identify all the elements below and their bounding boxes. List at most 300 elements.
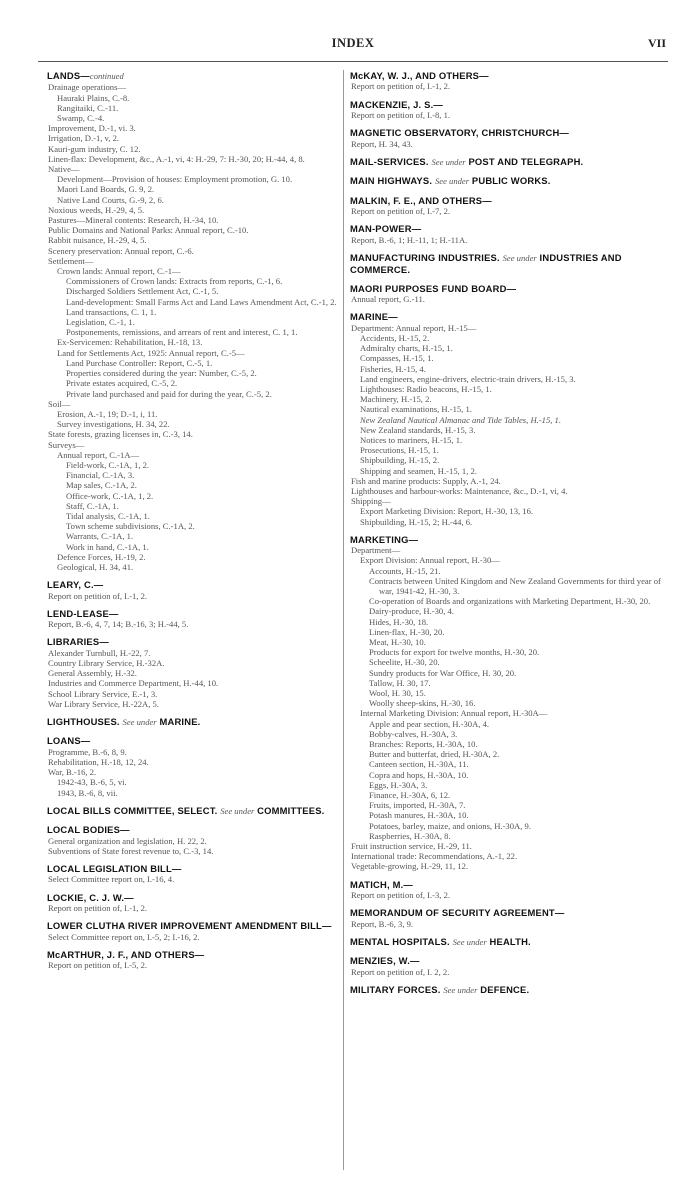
index-entry [350, 955, 668, 977]
subentry-text: Branches: Reports, H.-30A, 10. [369, 739, 478, 750]
entry-heading [350, 195, 668, 206]
subentry-text: Native Land Courts, G.-9, 2, 6. [57, 194, 164, 205]
index-subentry [47, 552, 337, 562]
subentry-text: Postponements, remissions, and arrears of rent and interest, C. 1, 1. [66, 327, 298, 338]
index-subentry [47, 215, 337, 225]
subentry-text: Legislation, C.-1, 1. [66, 317, 135, 328]
subentry-text: Geological, H. 34, 41. [57, 561, 134, 572]
subentry-text: Butter and butterfat, dried, H.-30A, 2. [369, 749, 500, 760]
subentry-text: Dairy-produce, H.-30, 4. [369, 606, 454, 617]
index-entry [47, 579, 337, 601]
see-under-label: See under [431, 156, 466, 167]
subentry-text: Irrigation, D.-1, v, 2. [48, 133, 120, 144]
index-subentry [47, 174, 337, 184]
index-subentry [350, 476, 668, 486]
index-subentry [47, 429, 337, 439]
subentry-text: New Zealand Nautical Almanac and Tide Tables, H.-15, 1. [360, 414, 562, 425]
subentry-text: Improvement, D.-1, vi. 3. [48, 123, 136, 134]
subentry-text: Machinery, H.-15, 2. [360, 394, 432, 405]
subentry-text: Report on petition of, I.-5, 2. [48, 960, 148, 971]
entry-heading [47, 824, 337, 835]
index-subentry [350, 617, 668, 627]
entry-heading [350, 311, 668, 322]
subentry-text: Products for export for twelve months, H.-30, 20. [369, 647, 540, 658]
index-subentry [47, 235, 337, 245]
entry-heading-text: MANUFACTURING INDUSTRIES. [350, 251, 500, 263]
index-subentry [47, 491, 337, 501]
index-subentry [47, 531, 337, 541]
index-subentry [47, 960, 337, 970]
index-subentry [350, 810, 668, 820]
subentry-text: Rabbit nuisance, H.-29, 4, 5. [48, 235, 147, 246]
index-subentry [47, 419, 337, 429]
index-subentry [47, 757, 337, 767]
subentry-text: Erosion, A.-1, 19; D.-1, i, 11. [57, 408, 158, 419]
see-under-label: See under [502, 252, 537, 263]
index-subentry [350, 688, 668, 698]
cross-reference: INDUSTRIES AND COMMERCE. [350, 251, 622, 276]
index-subentry [47, 767, 337, 777]
entry-heading-text: LIGHTHOUSES. [47, 716, 120, 727]
index-subentry [350, 517, 668, 527]
index-subentry [350, 566, 668, 576]
see-under-label: See under [443, 984, 478, 995]
index-subentry [47, 256, 337, 266]
subentry-text: Woolly sheep-skins, H.-30, 16. [369, 698, 476, 709]
index-subentry [47, 358, 337, 368]
subentry-text: Linen-flax, H.-30, 20. [369, 626, 445, 637]
index-entry [350, 127, 668, 149]
entry-heading [350, 955, 668, 966]
index-entry [47, 863, 337, 885]
entry-heading-text: MENTAL HOSPITALS. [350, 935, 450, 947]
index-subentry [350, 749, 668, 759]
subentry-text: Subventions of State forest revenue to, C.-3, 14. [48, 845, 214, 856]
index-subentry [350, 343, 668, 353]
see-under-label: See under [452, 936, 487, 947]
subentry-text: Annual report, C.-1A— [57, 449, 140, 460]
index-subentry [350, 627, 668, 637]
entry-heading-text: McARTHUR, J. F., AND OTHERS— [47, 948, 205, 960]
subentry-text: Accounts, H.-15, 21. [369, 565, 441, 576]
index-subentry [350, 294, 668, 304]
subentry-text: State forests, grazing licenses in, C.-3, 14. [48, 429, 193, 440]
index-subentry [350, 606, 668, 616]
subentry-text: Surveys— [48, 439, 85, 450]
entry-heading [47, 920, 337, 931]
subentry-text: Office-work, C.-1A, 1, 2. [66, 490, 154, 501]
subentry-text: 1943, B.-6, 8, vii. [57, 787, 118, 798]
subentry-text: Financial, C.-1A, 3. [66, 470, 135, 481]
index-subentry [47, 327, 337, 337]
index-subentry [350, 841, 668, 851]
entry-heading [47, 608, 337, 619]
index-subentry [350, 890, 668, 900]
index-subentry [47, 648, 337, 658]
subentry-text: General organization and legislation, H. 22, 2. [48, 835, 207, 846]
index-subentry [47, 501, 337, 511]
index-subentry [350, 415, 668, 425]
index-entry [350, 283, 668, 305]
subentry-text: Shipping— [351, 496, 391, 507]
entry-heading-text: MENZIES, W.— [350, 955, 420, 967]
index-subentry [350, 445, 668, 455]
subentry-text: Land Purchase Controller: Report, C.-5, 1. [66, 357, 213, 368]
subentry-text: Export Marketing Division: Report, H.-30, 13, 16. [360, 506, 534, 517]
index-subentry [47, 932, 337, 942]
subentry-text: Nautical examinations, H.-15, 1. [360, 404, 472, 415]
index-subentry [47, 225, 337, 235]
index-subentry [47, 658, 337, 668]
entry-heading-text: LOCAL BILLS COMMITTEE, SELECT. [47, 804, 218, 816]
index-subentry [350, 545, 668, 555]
subentry-text: Annual report, G.-11. [351, 294, 425, 305]
continued-label: continued [89, 71, 124, 81]
index-subentry [350, 576, 668, 596]
entry-heading-text: LOANS— [47, 735, 91, 747]
subentry-text: Select Committee report on, I.-5, 2; I.-16, 2. [48, 931, 200, 942]
index-subentry [350, 81, 668, 91]
subentry-text: Land for Settlements Act, 1925: Annual report, C.-5— [57, 347, 245, 358]
index-subentry [47, 123, 337, 133]
entry-heading-text: LOCKIE, C. J. W.— [47, 891, 134, 903]
index-entry [47, 608, 337, 630]
entry-heading-text: MEMORANDUM OF SECURITY AGREEMENT— [350, 907, 565, 919]
index-subentry [47, 154, 337, 164]
index-subentry [350, 206, 668, 216]
subentry-text: Department— [351, 545, 401, 556]
index-entry [350, 984, 668, 996]
entry-heading [350, 283, 668, 294]
entry-heading [350, 984, 668, 996]
index-subentry [350, 851, 668, 861]
index-subentry [47, 348, 337, 358]
entry-heading-text: LIBRARIES— [47, 636, 109, 648]
index-subentry [47, 93, 337, 103]
index-subentry [47, 307, 337, 317]
subentry-text: Land transactions, C. 1, 1. [66, 306, 157, 317]
cross-reference: DEFENCE. [480, 983, 530, 995]
index-subentry [47, 511, 337, 521]
index-subentry [350, 333, 668, 343]
subentry-text: Vegetable-growing, H.-29, 11, 12. [351, 861, 469, 872]
index-subentry [47, 164, 337, 174]
cross-reference: POST AND TELEGRAPH. [468, 155, 584, 167]
subentry-text: Linen-flax: Development, &c., A.-1, vi, 4: H.-29, 7: H.-30, 20; H.-44, 4, 8. [48, 153, 305, 164]
entry-heading [350, 879, 668, 890]
index-entry [350, 99, 668, 121]
index-subentry [350, 466, 668, 476]
entry-heading [350, 127, 668, 138]
subentry-text: Hides, H.-30, 18. [369, 616, 429, 627]
index-subentry [350, 506, 668, 516]
subentry-text: Export Division: Annual report, H.-30— [360, 555, 500, 566]
entry-heading-text: MAIN HIGHWAYS. [350, 175, 433, 187]
entry-heading [47, 70, 337, 82]
subentry-text: Copra and hops, H.-30A, 10. [369, 769, 469, 780]
index-subentry [350, 323, 668, 333]
entry-heading-text: MAN-POWER— [350, 223, 422, 235]
subentry-text: Co-operation of Boards and organizations with Marketing Department, H.-30, 20. [369, 596, 651, 607]
entry-heading [47, 805, 337, 817]
entry-heading [47, 579, 337, 590]
entry-heading [47, 636, 337, 647]
index-subentry [47, 113, 337, 123]
entry-heading [350, 534, 668, 545]
index-subentry [350, 425, 668, 435]
index-subentry [350, 759, 668, 769]
page-number: VII [647, 36, 666, 50]
index-subentry [47, 389, 337, 399]
subentry-text: Potatoes, barley, maize, and onions, H.-30A, 9. [369, 820, 531, 831]
subentry-text: Discharged Soldiers Settlement Act, C.-1, 5. [66, 286, 219, 297]
subentry-text: Accidents, H.-15, 2. [360, 332, 430, 343]
subentry-text: Eggs, H.-30A, 3. [369, 779, 428, 790]
index-subentry [350, 235, 668, 245]
subentry-text: Country Library Service, H.-32A. [48, 657, 165, 668]
subentry-text: Fruit instruction service, H.-29, 11. [351, 841, 472, 852]
subentry-text: Tidal analysis, C.-1A, 1. [66, 510, 150, 521]
subentry-text: Programme, B.-6, 8, 9. [48, 746, 127, 757]
subentry-text: Report, B.-6, 1; H.-11, 1; H.-11A. [351, 234, 468, 245]
subentry-text: Scenery preservation: Annual report, C.-6. [48, 245, 194, 256]
index-subentry [47, 678, 337, 688]
entry-heading-text: MACKENZIE, J. S.— [350, 98, 443, 110]
subentry-text: Meat, H.-30, 10. [369, 636, 426, 647]
index-entry [47, 735, 337, 797]
right-column [350, 70, 668, 1003]
subentry-text: Select Committee report on, I.-16, 4. [48, 874, 175, 885]
index-subentry [350, 384, 668, 394]
subentry-text: Shipbuilding, H.-15, 2. [360, 455, 440, 466]
index-subentry [47, 450, 337, 460]
entry-heading-text: LOCAL BODIES— [47, 824, 130, 836]
subentry-text: Sundry products for War Office, H. 30, 20. [369, 667, 517, 678]
see-under-label: See under [220, 805, 255, 816]
subentry-text: Shipbuilding, H.-15, 2; H.-44, 6. [360, 516, 473, 527]
subentry-text: Tallow, H. 30, 17. [369, 677, 431, 688]
index-subentry [47, 297, 337, 307]
see-under-label: See under [434, 176, 470, 187]
index-subentry [47, 521, 337, 531]
entry-heading-text: MARKETING— [350, 533, 419, 545]
entry-heading [350, 156, 668, 168]
subentry-text: Shipping and seamen, H.-15, 1, 2. [360, 465, 477, 476]
subentry-text: Report on petition of, I.-1, 2. [351, 81, 451, 92]
page-header [40, 36, 666, 60]
entry-heading [350, 936, 668, 948]
subentry-text: Land engineers, engine-drivers, electric-train drivers, H.-15, 3. [360, 373, 576, 384]
entry-heading-text: LOCAL LEGISLATION BILL— [47, 863, 182, 875]
subentry-text: General Assembly, H.-32. [48, 668, 137, 679]
subentry-text: War Library Service, H.-22A, 5. [48, 698, 159, 709]
index-subentry [47, 562, 337, 572]
subentry-text: Apple and pear section, H.-30A, 4. [369, 718, 490, 729]
index-subentry [350, 770, 668, 780]
subentry-text: Private estates acquired, C.-5, 2. [66, 378, 178, 389]
cross-reference: COMMITTEES. [257, 804, 325, 816]
index-subentry [350, 831, 668, 841]
subentry-text: Canteen section, H.-30A, 11. [369, 759, 469, 770]
subentry-text: Hauraki Plains, C.-8. [57, 92, 130, 103]
subentry-text: Rangitaiki, C.-11. [57, 102, 119, 113]
index-entry [47, 824, 337, 856]
subentry-text: Fish and marine products: Supply, A.-1, 24. [351, 475, 501, 486]
subentry-text: Maori Land Boards, G. 9, 2. [57, 184, 155, 195]
subentry-text: Report on petition of, I. 2, 2. [351, 966, 450, 977]
index-subentry [350, 374, 668, 384]
subentry-text: Notices to mariners, H.-15, 1. [360, 434, 463, 445]
index-entry [47, 949, 337, 971]
entry-heading-text: MAIL-SERVICES. [350, 155, 429, 167]
index-subentry [47, 591, 337, 601]
index-subentry [47, 133, 337, 143]
index-subentry [47, 286, 337, 296]
index-entry [350, 252, 668, 276]
index-entry [47, 805, 337, 817]
subentry-text: Lighthouses: Radio beacons, H.-15, 1. [360, 383, 492, 394]
subentry-text: Crown lands: Annual report, C.-1— [57, 266, 181, 277]
index-subentry [350, 353, 668, 363]
entry-heading-text: MAORI PURPOSES FUND BOARD— [350, 282, 517, 294]
index-entry [350, 195, 668, 217]
index-subentry [350, 800, 668, 810]
index-subentry [47, 205, 337, 215]
entry-heading-text: McKAY, W. J., AND OTHERS— [350, 70, 489, 81]
subentry-text: Kauri-gum industry, C. 12. [48, 143, 141, 154]
index-subentry [350, 708, 668, 718]
index-subentry [350, 821, 668, 831]
subentry-text: Scheelite, H.-30, 20. [369, 657, 440, 668]
subentry-text: Drainage operations— [48, 82, 127, 93]
index-entry [350, 175, 668, 187]
index-subentry [47, 195, 337, 205]
entry-heading-text: LEND-LEASE— [47, 607, 119, 619]
subentry-text: Department: Annual report, H.-15— [351, 322, 477, 333]
index-entry [47, 920, 337, 942]
index-entry [47, 636, 337, 709]
index-entry [350, 907, 668, 929]
index-subentry [47, 378, 337, 388]
index-subentry [350, 364, 668, 374]
index-entry [350, 534, 668, 872]
index-subentry [47, 542, 337, 552]
index-subentry [350, 404, 668, 414]
entry-heading [350, 175, 668, 187]
index-subentry [47, 747, 337, 757]
subentry-text: Report on petition of, I.-7, 2. [351, 206, 451, 217]
index-subentry [350, 647, 668, 657]
subentry-text: Report, B.-6, 3, 9. [351, 918, 414, 929]
subentry-text: School Library Service, E.-1, 3. [48, 688, 158, 699]
index-subentry [47, 788, 337, 798]
subentry-text: Lighthouses and harbour-works: Maintenance, &c., D.-1, vi, 4. [351, 485, 568, 496]
index-subentry [47, 184, 337, 194]
index-subentry [350, 486, 668, 496]
subentry-text: Work in hand, C.-1A, 1. [66, 541, 149, 552]
entry-heading [350, 99, 668, 110]
index-subentry [350, 435, 668, 445]
see-under-label: See under [122, 717, 157, 727]
index-subentry [47, 440, 337, 450]
entry-heading-text: MAGNETIC OBSERVATORY, CHRISTCHURCH— [350, 127, 569, 139]
left-column [47, 70, 337, 977]
cross-reference: MARINE. [159, 716, 201, 727]
entry-heading [47, 735, 337, 746]
entry-heading [47, 863, 337, 874]
subentry-text: Report on petition of, I.-1, 2. [48, 903, 148, 914]
index-subentry [350, 678, 668, 688]
subentry-text: Commissioners of Crown lands: Extracts from reports, C.-1, 6. [66, 276, 283, 287]
entry-heading [47, 892, 337, 903]
index-subentry [47, 470, 337, 480]
index-subentry [47, 266, 337, 276]
index-subentry [47, 144, 337, 154]
cross-reference: HEALTH. [489, 935, 531, 947]
subentry-text: Settlement— [48, 255, 94, 266]
index-entry [47, 716, 337, 728]
subentry-text: Raspberries, H.-30A, 8. [369, 830, 451, 841]
entry-heading [350, 907, 668, 918]
index-subentry [350, 139, 668, 149]
subentry-text: Wool, H. 30, 15. [369, 688, 426, 698]
index-entry [350, 879, 668, 901]
entry-heading-text: LANDS— [47, 70, 90, 81]
index-subentry [47, 368, 337, 378]
index-subentry [47, 399, 337, 409]
subentry-text: New Zealand standards, H.-15, 3. [360, 424, 476, 435]
index-entry [350, 311, 668, 526]
subentry-text: War, B.-16, 2. [48, 767, 97, 778]
subentry-text: Noxious weeds, H.-29, 4, 5. [48, 204, 145, 215]
index-subentry [350, 394, 668, 404]
subentry-text: Public Domains and National Parks: Annual report, C.-10. [48, 225, 249, 236]
index-subentry [350, 719, 668, 729]
subentry-text: Field-work, C.-1A, 1, 2. [66, 459, 150, 470]
index-subentry [350, 657, 668, 667]
index-subentry [350, 637, 668, 647]
subentry-text: Rehabilitation, H.-18, 12, 24. [48, 757, 149, 768]
subentry-text: Town scheme subdivisions, C.-1A, 2. [66, 521, 195, 532]
index-entry [47, 70, 337, 572]
index-subentry [350, 967, 668, 977]
entry-heading [47, 949, 337, 960]
subentry-text: Map sales, C.-1A, 2. [66, 480, 137, 491]
subentry-text: Survey investigations, H. 34, 22. [57, 419, 170, 430]
index-subentry [350, 739, 668, 749]
index-entry [350, 936, 668, 948]
subentry-text: International trade: Recommendations, A.-1, 22. [351, 851, 518, 862]
index-subentry [47, 480, 337, 490]
index-subentry [350, 110, 668, 120]
subentry-text: Report on petition of, I.-8, 1. [351, 110, 451, 121]
index-subentry [350, 596, 668, 606]
entry-heading-text: MATICH, M.— [350, 878, 413, 890]
subentry-text: Contracts between United Kingdom and New Zealand Governments for third year of war, 1941-42, H.-30, 3. [369, 575, 661, 596]
index-subentry [47, 668, 337, 678]
index-subentry [350, 861, 668, 871]
index-subentry [47, 874, 337, 884]
index-subentry [47, 103, 337, 113]
index-subentry [350, 555, 668, 565]
index-subentry [350, 496, 668, 506]
column-divider [343, 70, 344, 1170]
entry-heading-text: LOWER CLUTHA RIVER IMPROVEMENT AMENDMENT BILL— [47, 920, 332, 932]
subentry-text: Pastures—Mineral contents: Research, H.-34, 10. [48, 215, 219, 226]
subentry-text: Report, B.-6, 4, 7, 14; B.-16, 3; H.-44, 5. [48, 619, 189, 630]
index-subentry [350, 668, 668, 678]
subentry-text: Land-development: Small Farms Act and Land Laws Amendment Act, C.-1, 2. [66, 296, 337, 307]
